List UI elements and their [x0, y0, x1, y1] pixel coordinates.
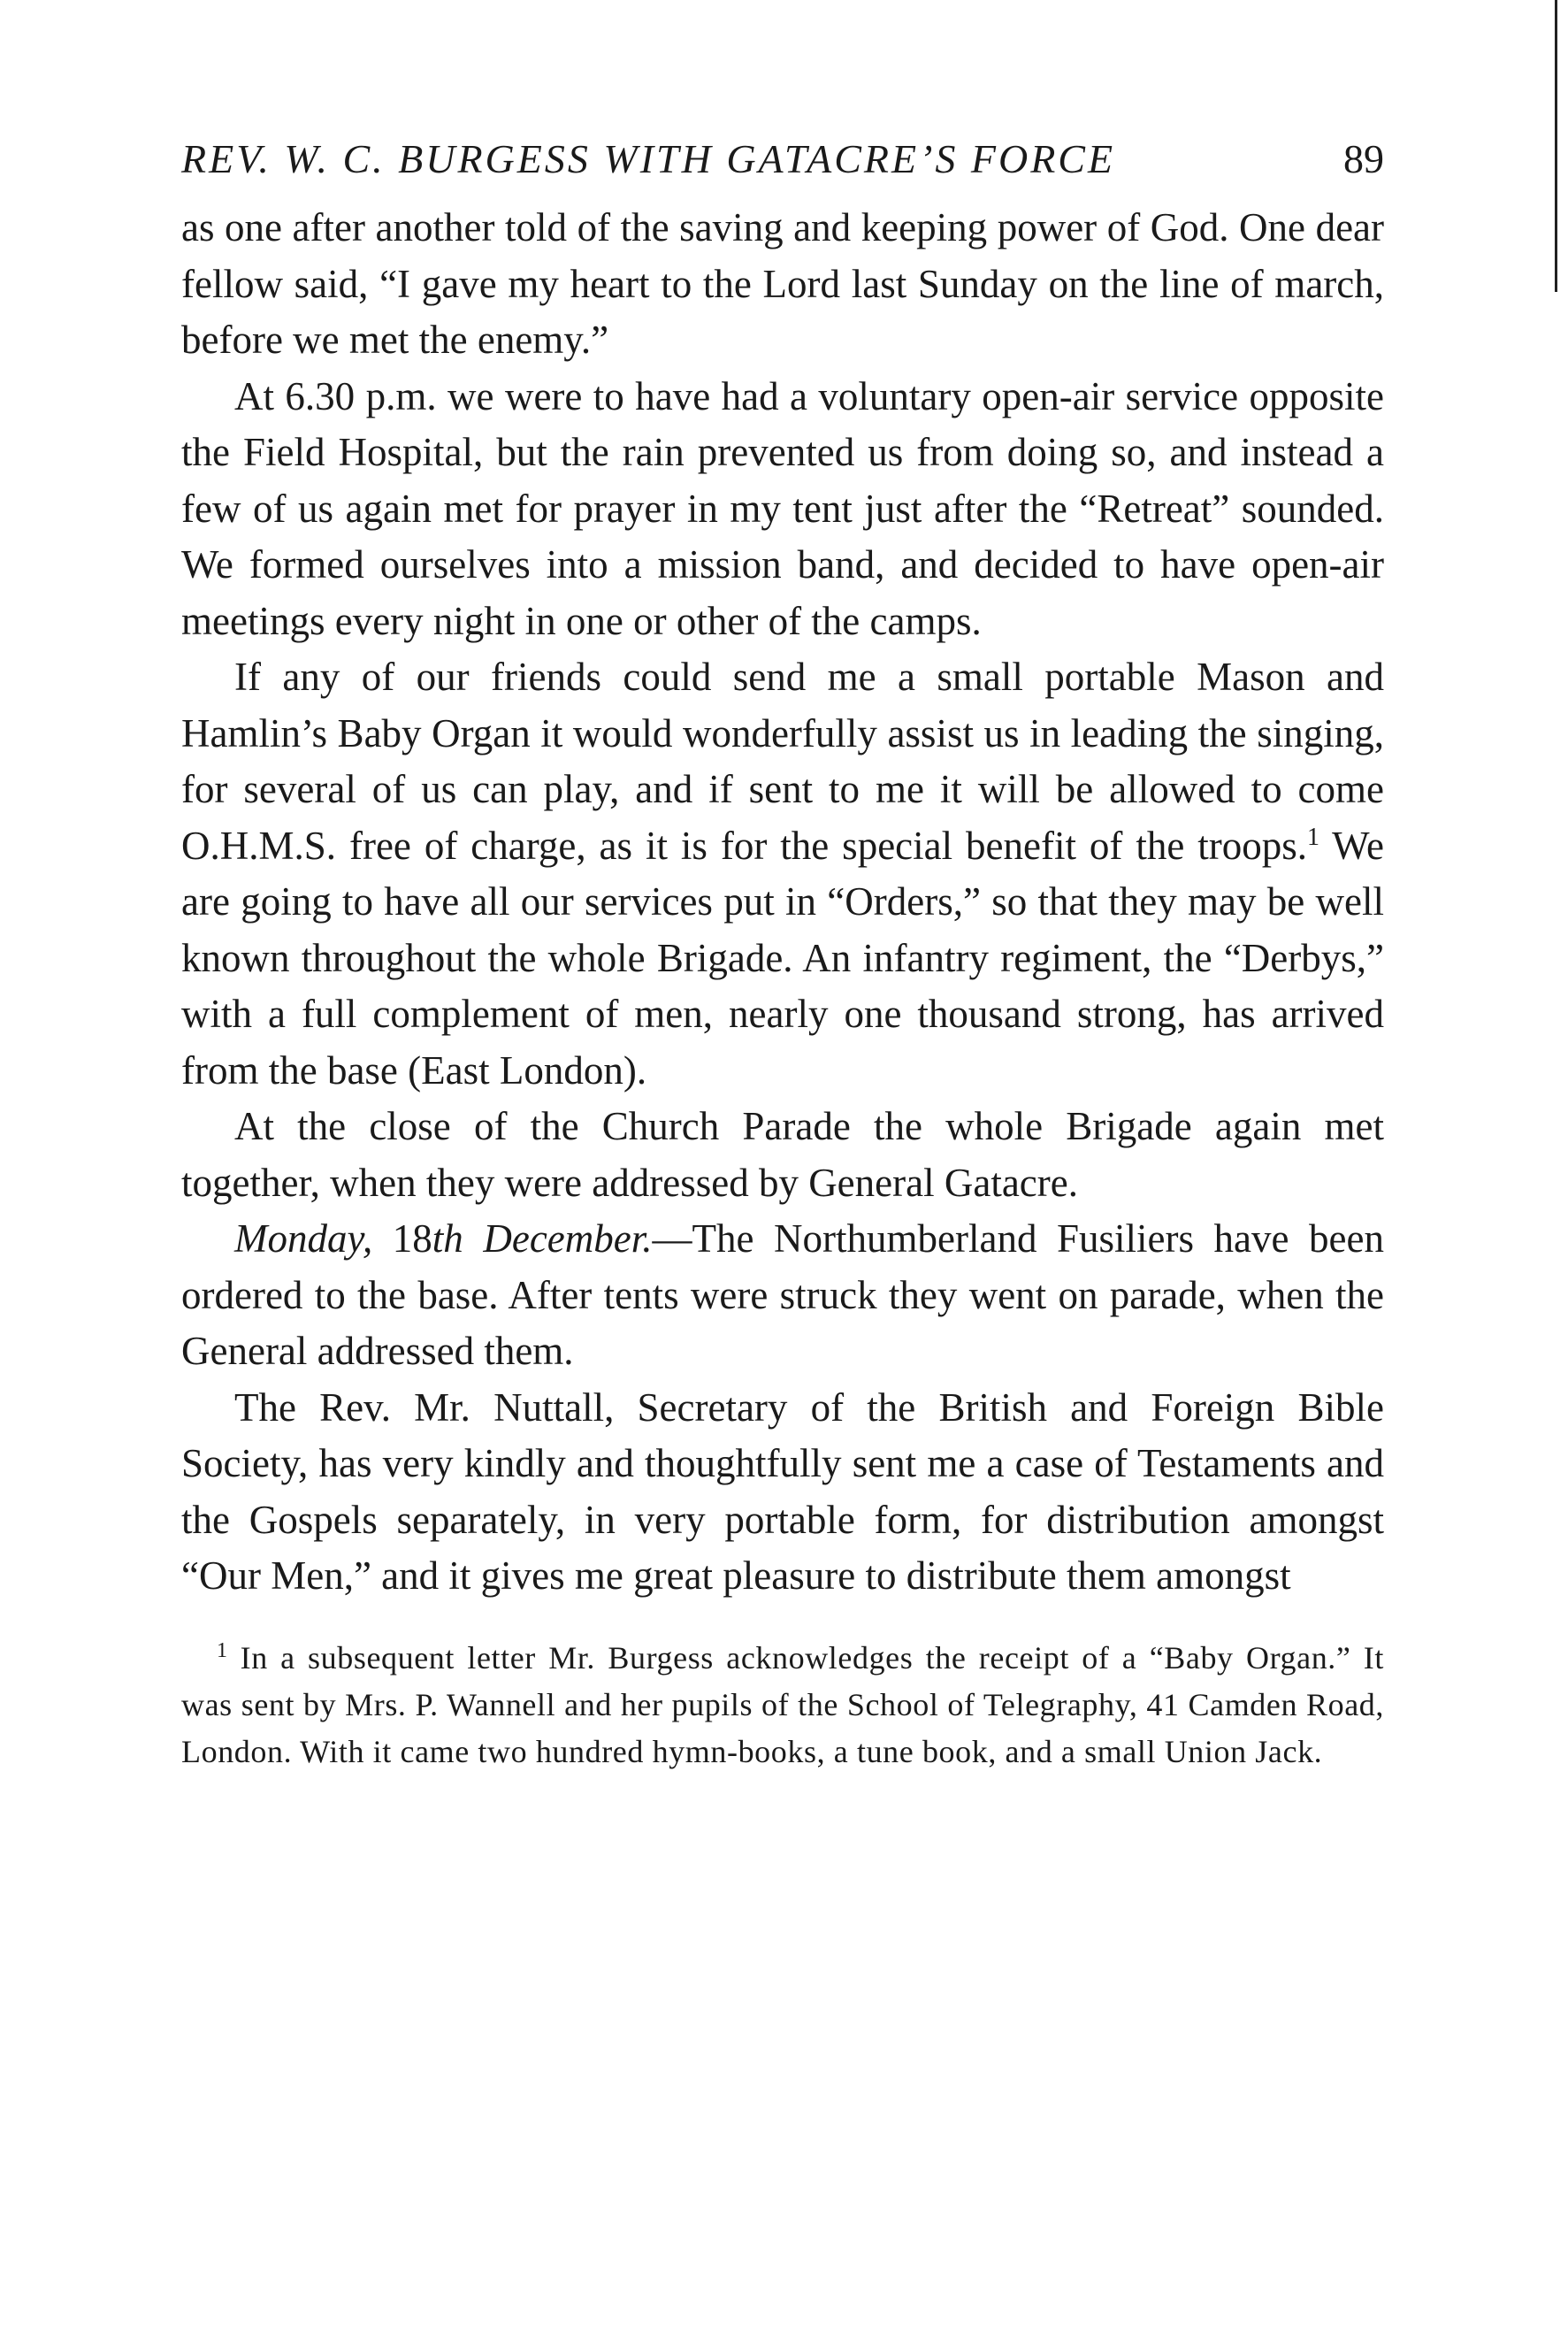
paragraph [181, 369, 1384, 650]
footnote-mark: 1 [217, 1638, 228, 1662]
footnotes [181, 1635, 1384, 1775]
running-head [181, 124, 1384, 195]
page-number: 89 [1343, 136, 1384, 181]
entry-date-day: 18 [372, 1216, 432, 1261]
footnote-reference[interactable]: 1 [1307, 823, 1320, 851]
book-page [181, 124, 1384, 1775]
paragraph [181, 1099, 1384, 1211]
body-text [181, 200, 1384, 1605]
footnote [181, 1635, 1384, 1775]
paragraph [181, 1380, 1384, 1605]
entry-date-weekday: Monday, [234, 1216, 373, 1261]
paragraph-text: The Rev. Mr. Nuttall, Secretary of the British and Foreign Bible Society, has very kindly and thoughtfully sent me a case of Testaments and the Gospels separately, in very portable form, for distribution amongst “Our Men,” and it gives me great pleasure to distribute them amongst [181, 1384, 1384, 1598]
paragraph-text: as one after another told of the saving and keeping power of God. One dear fellow said, “I gave my heart to the Lord last Sunday on the line of march, before we met the enemy.” [181, 205, 1384, 362]
paragraph-text: —The Northumberland Fusiliers have been ordered to the base. After tents were struck they went on parade, when the General addressed them. [181, 1216, 1384, 1373]
paragraph-text: At 6.30 p.m. we were to have had a voluntary open-air service opposite the Field Hospital, but the rain prevented us from doing so, and instead a few of us again met for prayer in my tent just after the “Retreat” sounded. We formed ourselves into a mission band, and decided to have open-air meetings every night in one or other of the camps. [181, 373, 1384, 643]
entry-date-suffix: th [432, 1216, 463, 1261]
scan-edge-line [1555, 0, 1557, 292]
paragraph [181, 649, 1384, 1099]
paragraph-text: We are going to have all our services put in “Orders,” so that they may be well known throughout the whole Brigade. An infantry regiment, the “Derbys,” with a full complement of men, nearly one thousand strong, has arrived from the base (East London). [181, 823, 1384, 1093]
entry-date-month: December. [463, 1216, 653, 1261]
paragraph-continued [181, 200, 1384, 369]
running-title: REV. W. C. BURGESS WITH GATACRE’S FORCE [181, 136, 1116, 181]
footnote-text: In a subsequent letter Mr. Burgess acknowledges the receipt of a “Baby Organ.” It was sent by Mrs. P. Wannell and her pupils of the School of Telegraphy, 41 Camden Road, London. With it came two hundred hymn-books, a tune book, and a small Union Jack. [181, 1639, 1384, 1769]
paragraph-text: If any of our friends could send me a small portable Mason and Hamlin’s Baby Organ it would wonderfully assist us in leading the singing, for several of us can play, and if sent to me it will be allowed to come O.H.M.S. free of charge, as it is for the special benefit of the troops. [181, 655, 1384, 868]
paragraph-dated-entry [181, 1211, 1384, 1380]
paragraph-text: At the close of the Church Parade the whole Brigade again met together, when they were addressed by General Gatacre. [181, 1104, 1384, 1205]
